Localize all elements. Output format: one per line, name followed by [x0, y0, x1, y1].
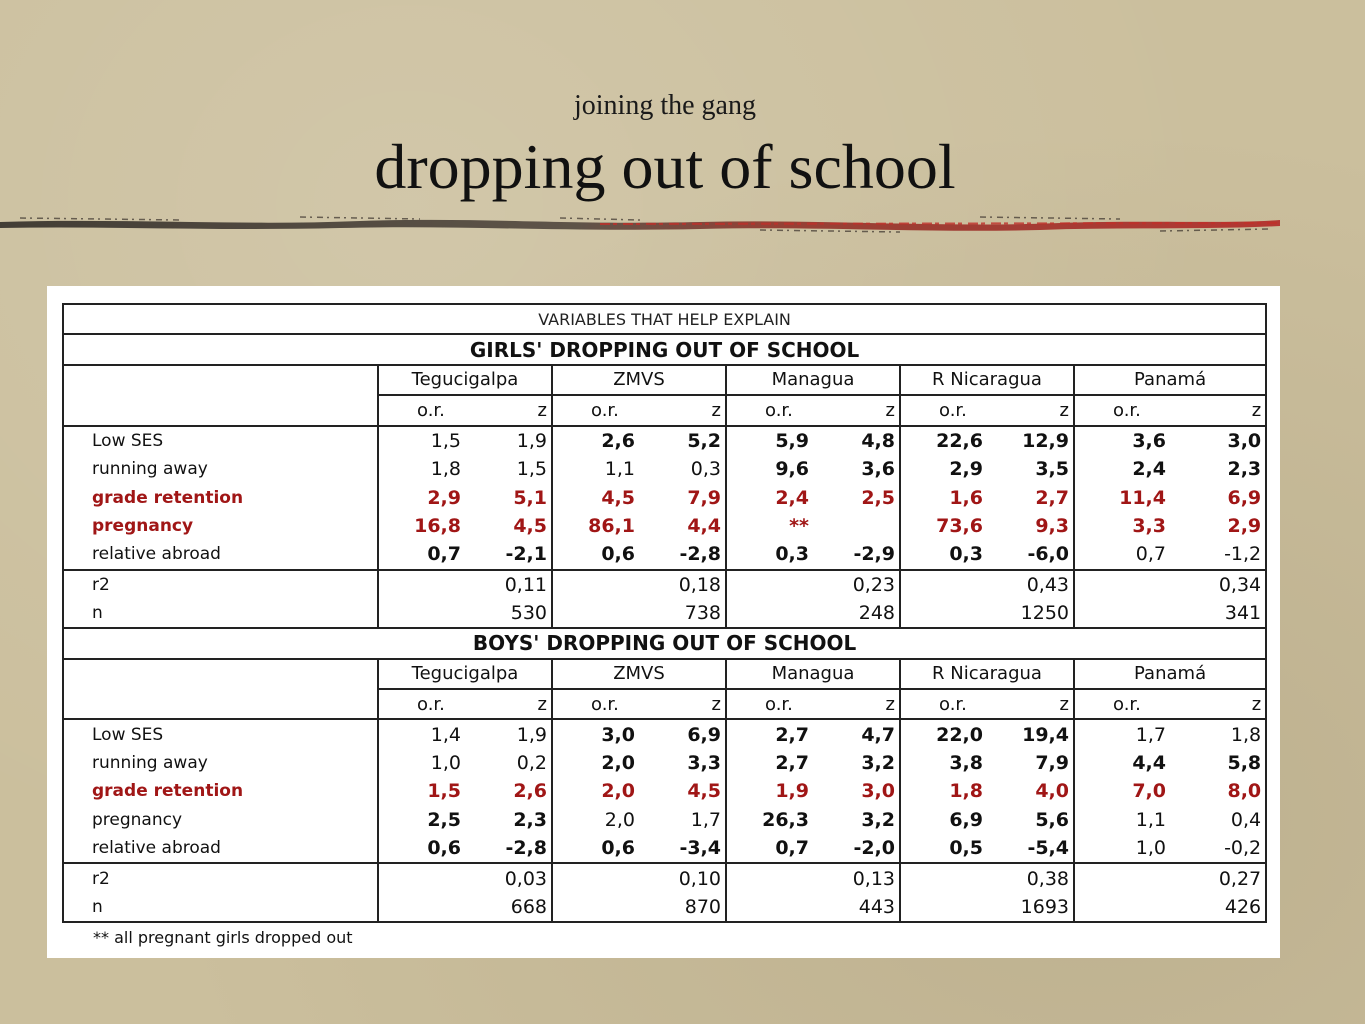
row-label-blank — [63, 689, 378, 719]
r2-value: 0,43 — [900, 570, 1074, 599]
odds-ratio-value: 2,9 — [949, 458, 983, 481]
odds-ratio-header: o.r. — [900, 689, 987, 719]
z-score-value: -5,4 — [987, 834, 1074, 863]
odds-ratio-value: 2,4 — [1132, 458, 1166, 481]
boys-n-row — [63, 893, 1266, 922]
boys-data-row — [63, 749, 1266, 777]
z-score-header: z — [1170, 395, 1266, 425]
odds-ratio-header: o.r. — [378, 689, 465, 719]
boys-city-row — [63, 659, 1266, 689]
z-score-value: 3,2 — [813, 749, 900, 777]
n-value: 1693 — [900, 893, 1074, 922]
z-score-value: 4,5 — [639, 777, 726, 805]
footnote: ** all pregnant girls dropped out — [93, 928, 353, 947]
odds-ratio-header: o.r. — [726, 395, 813, 425]
z-score-value: 4,0 — [987, 777, 1074, 805]
r2-label: r2 — [63, 570, 378, 599]
z-score-value: -2,8 — [465, 834, 552, 863]
odds-ratio-value: 1,0 — [1074, 834, 1170, 863]
variable-label: pregnancy — [63, 512, 378, 540]
z-score-value: -1,2 — [1170, 540, 1266, 569]
variable-label: relative abroad — [63, 834, 378, 863]
girls-city-row — [63, 365, 1266, 395]
r2-value: 0,03 — [378, 863, 552, 892]
row-label-blank — [63, 659, 378, 689]
odds-ratio-value: 86,1 — [588, 514, 635, 537]
odds-ratio-value: 7,0 — [1132, 780, 1166, 803]
city-header: ZMVS — [552, 365, 726, 395]
odds-ratio-header: o.r. — [1074, 395, 1170, 425]
n-value: 1250 — [900, 599, 1074, 628]
z-score-header: z — [465, 395, 552, 425]
odds-ratio-value: 0,6 — [552, 540, 639, 569]
z-score-header: z — [639, 395, 726, 425]
r2-value: 0,23 — [726, 570, 900, 599]
city-header: Panamá — [1074, 659, 1266, 689]
odds-ratio-value: 22,6 — [936, 429, 983, 452]
odds-ratio-value: 4,4 — [1132, 752, 1166, 775]
boys-data-row — [63, 777, 1266, 805]
city-header: Managua — [726, 365, 900, 395]
odds-ratio-value: 1,4 — [430, 723, 461, 746]
z-score-header: z — [1170, 689, 1266, 719]
variable-label: pregnancy — [63, 806, 378, 834]
n-value: 668 — [378, 893, 552, 922]
boys-heading-row — [63, 628, 1266, 658]
z-score-value: 3,3 — [639, 749, 726, 777]
odds-ratio-value: 0,6 — [552, 834, 639, 863]
r2-value: 0,10 — [552, 863, 726, 892]
brush-stroke-divider — [0, 208, 1290, 238]
odds-ratio-value: 26,3 — [762, 808, 809, 831]
odds-ratio-value: 3,3 — [1132, 514, 1166, 537]
variable-label: Low SES — [63, 426, 378, 455]
girls-data-row — [63, 426, 1266, 455]
table-title-row — [63, 304, 1266, 334]
z-score-value: 1,9 — [465, 719, 552, 748]
z-score-value: -2,1 — [465, 540, 552, 569]
odds-ratio-value: 73,6 — [936, 514, 983, 537]
odds-ratio-value: ** — [789, 514, 809, 537]
z-score-value: 3,5 — [987, 455, 1074, 483]
r2-value: 0,11 — [378, 570, 552, 599]
city-header: Tegucigalpa — [378, 365, 552, 395]
z-score-value: 4,8 — [813, 426, 900, 455]
odds-ratio-value: 1,0 — [430, 752, 461, 775]
z-score-value: 12,9 — [987, 426, 1074, 455]
z-score-value: 5,1 — [465, 483, 552, 511]
z-score-value: 3,6 — [813, 455, 900, 483]
n-value: 738 — [552, 599, 726, 628]
odds-ratio-value: 1,5 — [430, 429, 461, 452]
city-header: Tegucigalpa — [378, 659, 552, 689]
z-score-value: -2,9 — [813, 540, 900, 569]
odds-ratio-value: 1,5 — [427, 780, 461, 803]
odds-ratio-value: 1,1 — [604, 458, 635, 481]
z-score-value: 2,6 — [465, 777, 552, 805]
girls-n-row — [63, 599, 1266, 628]
odds-ratio-value: 3,8 — [949, 752, 983, 775]
z-score-value: 0,3 — [639, 455, 726, 483]
odds-ratio-value: 6,9 — [949, 808, 983, 831]
n-value: 248 — [726, 599, 900, 628]
odds-ratio-value: 2,5 — [427, 808, 461, 831]
variable-label: running away — [63, 455, 378, 483]
z-score-value: 2,3 — [1170, 455, 1266, 483]
z-score-value: 2,7 — [987, 483, 1074, 511]
z-score-value: 3,0 — [1170, 426, 1266, 455]
odds-ratio-header: o.r. — [1074, 689, 1170, 719]
z-score-value: 2,9 — [1170, 512, 1266, 540]
z-score-header: z — [987, 689, 1074, 719]
girls-heading-row — [63, 334, 1266, 364]
girls-data-row — [63, 483, 1266, 511]
odds-ratio-header: o.r. — [552, 689, 639, 719]
boys-section-heading: BOYS' DROPPING OUT OF SCHOOL — [63, 628, 1266, 658]
results-table-panel — [47, 286, 1280, 958]
z-score-value: 9,3 — [987, 512, 1074, 540]
odds-ratio-value: 4,5 — [601, 486, 635, 509]
z-score-value: 19,4 — [987, 719, 1074, 748]
z-score-value: 3,2 — [813, 806, 900, 834]
odds-ratio-value: 0,5 — [900, 834, 987, 863]
z-score-value: -0,2 — [1170, 834, 1266, 863]
z-score-value: 7,9 — [639, 483, 726, 511]
odds-ratio-value: 0,7 — [378, 540, 465, 569]
z-score-value: 7,9 — [987, 749, 1074, 777]
z-score-value: 1,5 — [465, 455, 552, 483]
n-value: 426 — [1074, 893, 1266, 922]
r2-label: r2 — [63, 863, 378, 892]
z-score-value: -6,0 — [987, 540, 1074, 569]
odds-ratio-header: o.r. — [378, 395, 465, 425]
odds-ratio-value: 1,9 — [775, 780, 809, 803]
z-score-value: 0,2 — [465, 749, 552, 777]
z-score-value: 6,9 — [639, 719, 726, 748]
odds-ratio-value: 0,6 — [378, 834, 465, 863]
r2-value: 0,34 — [1074, 570, 1266, 599]
z-score-value: -2,8 — [639, 540, 726, 569]
z-score-value: -3,4 — [639, 834, 726, 863]
z-score-header: z — [639, 689, 726, 719]
odds-ratio-value: 2,7 — [775, 752, 809, 775]
z-score-value: -2,0 — [813, 834, 900, 863]
odds-ratio-value: 2,6 — [601, 429, 635, 452]
slide-subtitle: joining the gang — [574, 90, 756, 121]
row-label-blank — [63, 365, 378, 395]
z-score-header: z — [813, 395, 900, 425]
z-score-value: 4,7 — [813, 719, 900, 748]
n-value: 870 — [552, 893, 726, 922]
row-label-blank — [63, 395, 378, 425]
results-table — [62, 303, 1267, 923]
n-value: 341 — [1074, 599, 1266, 628]
z-score-value: 6,9 — [1170, 483, 1266, 511]
girls-section-heading: GIRLS' DROPPING OUT OF SCHOOL — [63, 334, 1266, 364]
z-score-value: 1,7 — [639, 806, 726, 834]
city-header: ZMVS — [552, 659, 726, 689]
odds-ratio-value: 2,0 — [601, 752, 635, 775]
odds-ratio-value: 0,3 — [726, 540, 813, 569]
city-header: Panamá — [1074, 365, 1266, 395]
odds-ratio-value: 5,9 — [775, 429, 809, 452]
z-score-value: 4,4 — [639, 512, 726, 540]
odds-ratio-value: 2,0 — [601, 780, 635, 803]
odds-ratio-header: o.r. — [552, 395, 639, 425]
z-score-header: z — [465, 689, 552, 719]
odds-ratio-value: 2,9 — [427, 486, 461, 509]
z-score-value: 5,8 — [1170, 749, 1266, 777]
n-value: 443 — [726, 893, 900, 922]
odds-ratio-value: 22,0 — [936, 723, 983, 746]
z-score-value — [813, 512, 900, 540]
z-score-value: 8,0 — [1170, 777, 1266, 805]
r2-value: 0,38 — [900, 863, 1074, 892]
variable-label: running away — [63, 749, 378, 777]
girls-data-row — [63, 455, 1266, 483]
z-score-value: 2,5 — [813, 483, 900, 511]
odds-ratio-value: 3,6 — [1132, 429, 1166, 452]
city-header: R Nicaragua — [900, 365, 1074, 395]
variable-label: grade retention — [63, 777, 378, 805]
boys-data-row — [63, 719, 1266, 748]
boys-data-row — [63, 806, 1266, 834]
girls-r2-row — [63, 570, 1266, 599]
odds-ratio-header: o.r. — [900, 395, 987, 425]
boys-column-header-row — [63, 689, 1266, 719]
n-value: 530 — [378, 599, 552, 628]
z-score-value: 5,2 — [639, 426, 726, 455]
odds-ratio-value: 9,6 — [775, 458, 809, 481]
n-label: n — [63, 893, 378, 922]
n-label: n — [63, 599, 378, 628]
girls-column-header-row — [63, 395, 1266, 425]
boys-r2-row — [63, 863, 1266, 892]
odds-ratio-value: 2,4 — [775, 486, 809, 509]
variable-label: Low SES — [63, 719, 378, 748]
boys-data-row — [63, 834, 1266, 863]
odds-ratio-value: 1,1 — [1135, 808, 1166, 831]
table-header-line: VARIABLES THAT HELP EXPLAIN — [63, 304, 1266, 334]
odds-ratio-header: o.r. — [726, 689, 813, 719]
odds-ratio-value: 16,8 — [414, 514, 461, 537]
slide-title: dropping out of school — [374, 131, 956, 202]
z-score-header: z — [813, 689, 900, 719]
girls-data-row — [63, 512, 1266, 540]
z-score-value: 5,6 — [987, 806, 1074, 834]
odds-ratio-value: 1,8 — [430, 458, 461, 481]
odds-ratio-value: 0,7 — [726, 834, 813, 863]
z-score-header: z — [987, 395, 1074, 425]
city-header: Managua — [726, 659, 900, 689]
odds-ratio-value: 2,7 — [775, 723, 809, 746]
variable-label: grade retention — [63, 483, 378, 511]
odds-ratio-value: 0,7 — [1074, 540, 1170, 569]
odds-ratio-value: 11,4 — [1119, 486, 1166, 509]
z-score-value: 2,3 — [465, 806, 552, 834]
z-score-value: 1,9 — [465, 426, 552, 455]
odds-ratio-value: 0,3 — [900, 540, 987, 569]
girls-data-row — [63, 540, 1266, 569]
z-score-value: 0,4 — [1170, 806, 1266, 834]
z-score-value: 3,0 — [813, 777, 900, 805]
z-score-value: 4,5 — [465, 512, 552, 540]
z-score-value: 1,8 — [1170, 719, 1266, 748]
odds-ratio-value: 1,7 — [1135, 723, 1166, 746]
city-header: R Nicaragua — [900, 659, 1074, 689]
r2-value: 0,13 — [726, 863, 900, 892]
odds-ratio-value: 2,0 — [604, 808, 635, 831]
r2-value: 0,27 — [1074, 863, 1266, 892]
odds-ratio-value: 1,8 — [949, 780, 983, 803]
odds-ratio-value: 1,6 — [949, 486, 983, 509]
r2-value: 0,18 — [552, 570, 726, 599]
odds-ratio-value: 3,0 — [601, 723, 635, 746]
variable-label: relative abroad — [63, 540, 378, 569]
